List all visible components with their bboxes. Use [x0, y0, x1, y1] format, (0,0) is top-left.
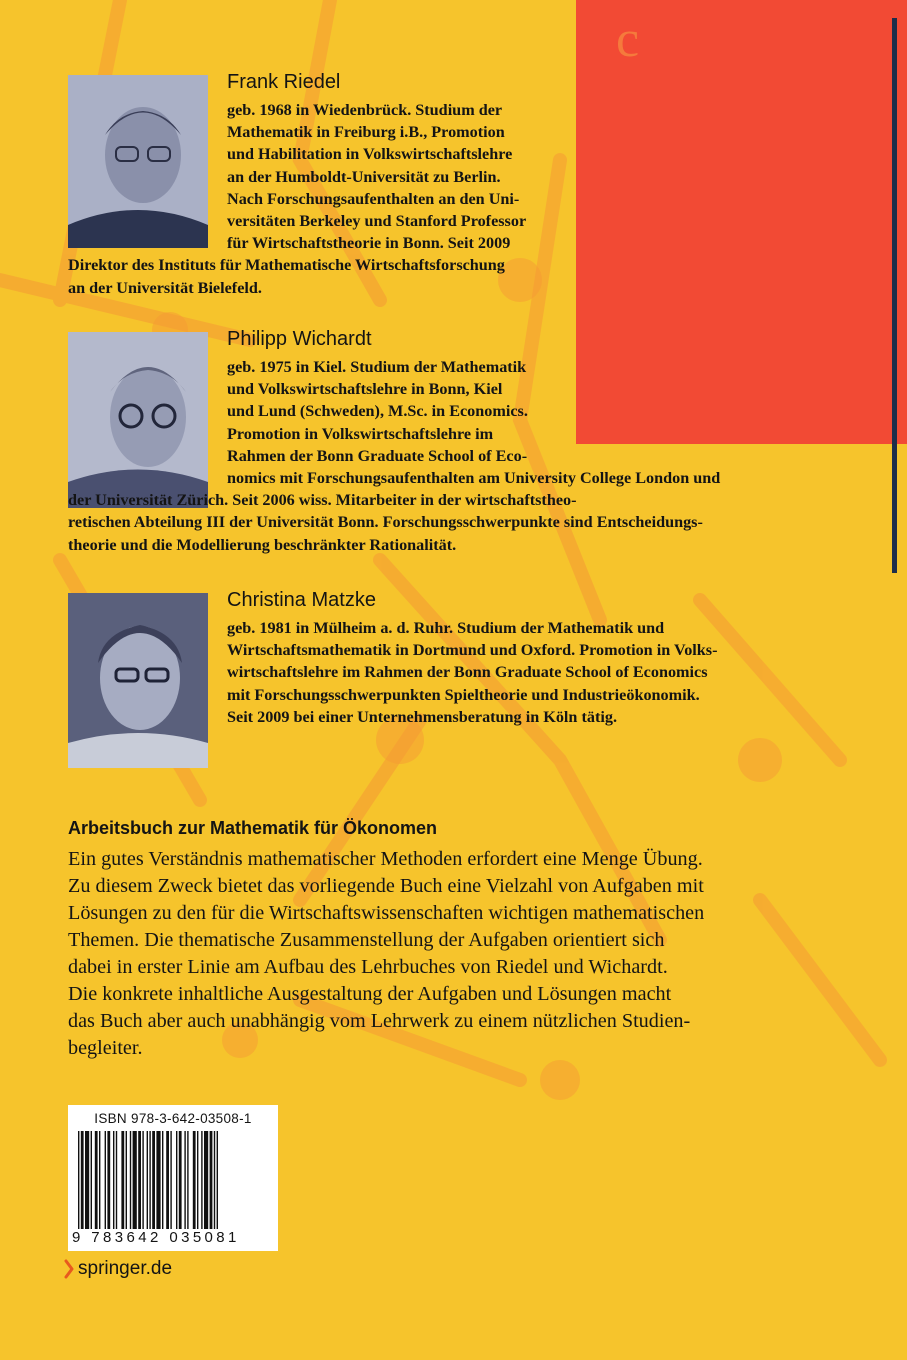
isbn-text: ISBN 978-3-642-03508-1 [94, 1111, 252, 1126]
bio-line: und Lund (Schweden), M.Sc. in Economics. [227, 402, 528, 421]
bio-line: und Habilitation in Volkswirtschaftslehre [227, 145, 513, 164]
description-line: begleiter. [68, 1037, 143, 1059]
publisher-url: springer.de [78, 1258, 173, 1279]
publisher-link[interactable] [64, 1258, 172, 1280]
bio-line: Nach Forschungsaufenthalten an den Uni- [227, 189, 520, 208]
bio-line: der Universität Zürich. Seit 2006 wiss. Mitarbeiter in der wirtschaftstheo- [68, 491, 577, 510]
bio-line: geb. 1968 in Wiedenbrück. Studium der [227, 101, 503, 119]
bio-line: geb. 1981 in Mülheim a. d. Ruhr. Studium der Mathematik und [227, 619, 665, 637]
bio-line: versitäten Berkeley und Stanford Professor [227, 212, 527, 231]
description-line: Die konkrete inhaltliche Ausgestaltung der Aufgaben und Lösungen macht [68, 983, 672, 1005]
author-name: Christina Matzke [227, 589, 376, 611]
bio-line: nomics mit Forschungsaufenthalten am University College London und [227, 469, 721, 488]
isbn-barcode [68, 1105, 278, 1251]
author-bio [68, 617, 808, 728]
book-title: Arbeitsbuch zur Mathematik für Ökonomen [68, 818, 438, 838]
bio-line: für Wirtschaftstheorie in Bonn. Seit 2009 [227, 234, 511, 253]
description-line: Zu diesem Zweck bietet das vorliegende Buch eine Vielzahl von Aufgaben mit [68, 875, 704, 897]
barcode-digits: 9 783642 035081 [72, 1229, 240, 1246]
barcode-bars [78, 1131, 268, 1229]
bio-line: und Volkswirtschaftslehre in Bonn, Kiel [227, 380, 503, 399]
book-description [68, 846, 828, 1062]
author-bio [68, 99, 808, 299]
bio-line: wirtschaftslehre im Rahmen der Bonn Graduate School of Economics [227, 663, 708, 682]
bio-line: mit Forschungsschwerpunkten Spieltheorie und Industrieökonomik. [227, 685, 700, 704]
description-line: Ein gutes Verständnis mathematischer Methoden erfordert eine Menge Übung. [68, 848, 703, 870]
chevron-right-icon [64, 1259, 74, 1279]
author-bio [68, 356, 808, 556]
bio-line: Rahmen der Bonn Graduate School of Eco- [227, 446, 528, 465]
cover-letter: c [616, 11, 640, 68]
description-line: Themen. Die thematische Zusammenstellung der Aufgaben orientiert sich [68, 929, 665, 951]
bio-line: Mathematik in Freiburg i.B., Promotion [227, 123, 505, 142]
bio-line: retischen Abteilung III der Universität Bonn. Forschungsschwerpunkte sind Entscheidungs- [68, 513, 703, 532]
bio-line: geb. 1975 in Kiel. Studium der Mathematik [227, 358, 527, 376]
bio-line: Direktor des Instituts für Mathematische Wirtschaftsforschung [68, 256, 505, 275]
bio-line: an der Universität Bielefeld. [68, 278, 262, 297]
bio-line: Promotion in Volkswirtschaftslehre im [227, 424, 494, 443]
author-name: Philipp Wichardt [227, 328, 372, 350]
description-line: Lösungen zu den für die Wirtschaftswissenschaften wichtigen mathematischen [68, 902, 705, 924]
description-line: dabei in erster Linie am Aufbau des Lehrbuches von Riedel und Wichardt. [68, 956, 668, 978]
bio-line: an der Humboldt-Universität zu Berlin. [227, 167, 501, 186]
author-name: Frank Riedel [227, 71, 341, 93]
bio-line: Wirtschaftsmathematik in Dortmund und Oxford. Promotion in Volks- [227, 641, 718, 660]
bio-line: theorie und die Modellierung beschränkter Rationalität. [68, 535, 457, 554]
spine-edge [892, 18, 897, 573]
bio-line: Seit 2009 bei einer Unternehmensberatung in Köln tätig. [227, 707, 617, 726]
description-line: das Buch aber auch unabhängig vom Lehrwerk zu einem nützlichen Studien- [68, 1010, 691, 1032]
